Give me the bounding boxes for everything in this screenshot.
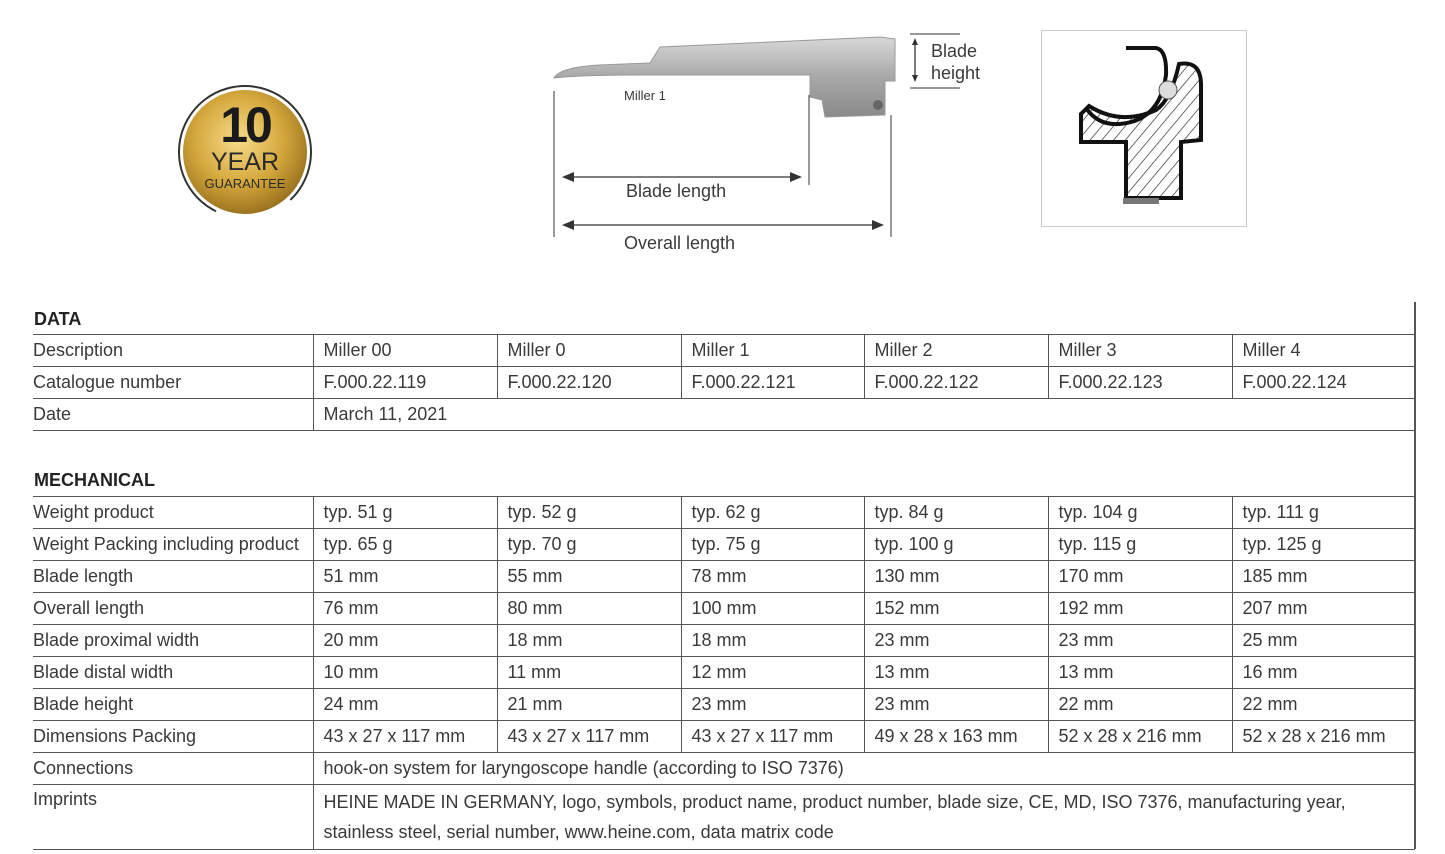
- row-label: Imprints: [33, 785, 313, 850]
- cell: Miller 2: [864, 335, 1048, 367]
- table-row: [33, 625, 1415, 657]
- cell: typ. 75 g: [681, 529, 864, 561]
- cell: 52 x 28 x 216 mm: [1048, 721, 1232, 753]
- cell: F.000.22.119: [313, 367, 497, 399]
- cell: typ. 115 g: [1048, 529, 1232, 561]
- cell: 130 mm: [864, 561, 1048, 593]
- cell: 43 x 27 x 117 mm: [497, 721, 681, 753]
- cell: 13 mm: [1048, 657, 1232, 689]
- table-row: [33, 657, 1415, 689]
- cell: 192 mm: [1048, 593, 1232, 625]
- cell: 78 mm: [681, 561, 864, 593]
- data-section-title: DATA: [34, 309, 82, 329]
- blade-height-label-1: Blade: [931, 41, 978, 61]
- table-row: [33, 529, 1415, 561]
- row-label: Catalogue number: [33, 367, 313, 399]
- table-row: [33, 497, 1415, 529]
- row-label: Blade distal width: [33, 657, 313, 689]
- cell: 185 mm: [1232, 561, 1415, 593]
- cell: 52 x 28 x 216 mm: [1232, 721, 1415, 753]
- cell: 49 x 28 x 163 mm: [864, 721, 1048, 753]
- table-row: [33, 561, 1415, 593]
- cell: 207 mm: [1232, 593, 1415, 625]
- table-row: [33, 721, 1415, 753]
- cell: typ. 52 g: [497, 497, 681, 529]
- cell: 22 mm: [1048, 689, 1232, 721]
- cell: 23 mm: [681, 689, 864, 721]
- cell: typ. 125 g: [1232, 529, 1415, 561]
- cell: typ. 100 g: [864, 529, 1048, 561]
- row-label: Weight Packing including product: [33, 529, 313, 561]
- cell: 21 mm: [497, 689, 681, 721]
- row-label: Overall length: [33, 593, 313, 625]
- row-label: Description: [33, 335, 313, 367]
- cell: 18 mm: [681, 625, 864, 657]
- cell: typ. 65 g: [313, 529, 497, 561]
- cell: typ. 84 g: [864, 497, 1048, 529]
- guarantee-badge: [176, 84, 314, 222]
- cell: 170 mm: [1048, 561, 1232, 593]
- table-row: [33, 785, 1415, 850]
- cell: Miller 3: [1048, 335, 1232, 367]
- cell: F.000.22.123: [1048, 367, 1232, 399]
- table-row: [33, 593, 1415, 625]
- row-label: Blade proximal width: [33, 625, 313, 657]
- row-label: Blade height: [33, 689, 313, 721]
- cell: typ. 104 g: [1048, 497, 1232, 529]
- cell: 12 mm: [681, 657, 864, 689]
- badge-guarantee: GUARANTEE: [204, 176, 286, 191]
- blade-image: [554, 37, 895, 117]
- connections-value: hook-on system for laryngoscope handle (according to ISO 7376): [313, 753, 1415, 785]
- cell: F.000.22.121: [681, 367, 864, 399]
- cell: 51 mm: [313, 561, 497, 593]
- row-label: Blade length: [33, 561, 313, 593]
- overall-length-label: Overall length: [624, 233, 736, 253]
- cell: typ. 51 g: [313, 497, 497, 529]
- table-row: [33, 689, 1415, 721]
- cell: typ. 62 g: [681, 497, 864, 529]
- cell: 23 mm: [864, 625, 1048, 657]
- mechanical-table: [33, 496, 1415, 850]
- imprints-value: HEINE MADE IN GERMANY, logo, symbols, product name, product number, blade size, CE, MD, ISO 7376, manufacturing year, stainless steel, serial number, www.heine.com, data matrix code: [313, 785, 1415, 850]
- cell: 11 mm: [497, 657, 681, 689]
- data-table: [33, 334, 1415, 431]
- cell: 76 mm: [313, 593, 497, 625]
- cell: 20 mm: [313, 625, 497, 657]
- table-row: [33, 753, 1415, 785]
- cell: 16 mm: [1232, 657, 1415, 689]
- table-row: [33, 367, 1415, 399]
- cell: 23 mm: [864, 689, 1048, 721]
- cell: 10 mm: [313, 657, 497, 689]
- cell: 25 mm: [1232, 625, 1415, 657]
- table-row: [33, 335, 1415, 367]
- table-row: [33, 399, 1415, 431]
- cell: 152 mm: [864, 593, 1048, 625]
- cell: 18 mm: [497, 625, 681, 657]
- mechanical-section-title: MECHANICAL: [34, 470, 155, 490]
- cell: Miller 4: [1232, 335, 1415, 367]
- miller-1-label: Miller 1: [624, 88, 666, 103]
- cell: 55 mm: [497, 561, 681, 593]
- row-label: Date: [33, 399, 313, 431]
- cell: Miller 00: [313, 335, 497, 367]
- cell: 23 mm: [1048, 625, 1232, 657]
- cell: F.000.22.122: [864, 367, 1048, 399]
- cell: typ. 70 g: [497, 529, 681, 561]
- cell: 43 x 27 x 117 mm: [681, 721, 864, 753]
- cell: Miller 0: [497, 335, 681, 367]
- cell: 24 mm: [313, 689, 497, 721]
- cell: F.000.22.120: [497, 367, 681, 399]
- cell: 22 mm: [1232, 689, 1415, 721]
- cell: 13 mm: [864, 657, 1048, 689]
- cell: F.000.22.124: [1232, 367, 1415, 399]
- row-label: Weight product: [33, 497, 313, 529]
- badge-year: YEAR: [210, 148, 280, 176]
- cell: 80 mm: [497, 593, 681, 625]
- cell: 100 mm: [681, 593, 864, 625]
- blade-length-label: Blade length: [626, 181, 727, 201]
- cross-section-diagram: [1041, 30, 1247, 227]
- badge-number: 10: [220, 97, 270, 153]
- row-label: Dimensions Packing: [33, 721, 313, 753]
- cell: 43 x 27 x 117 mm: [313, 721, 497, 753]
- blade-height-label-2: height: [931, 63, 981, 83]
- date-value: March 11, 2021: [313, 399, 1415, 431]
- row-label: Connections: [33, 753, 313, 785]
- cell: typ. 111 g: [1232, 497, 1415, 529]
- cell: Miller 1: [681, 335, 864, 367]
